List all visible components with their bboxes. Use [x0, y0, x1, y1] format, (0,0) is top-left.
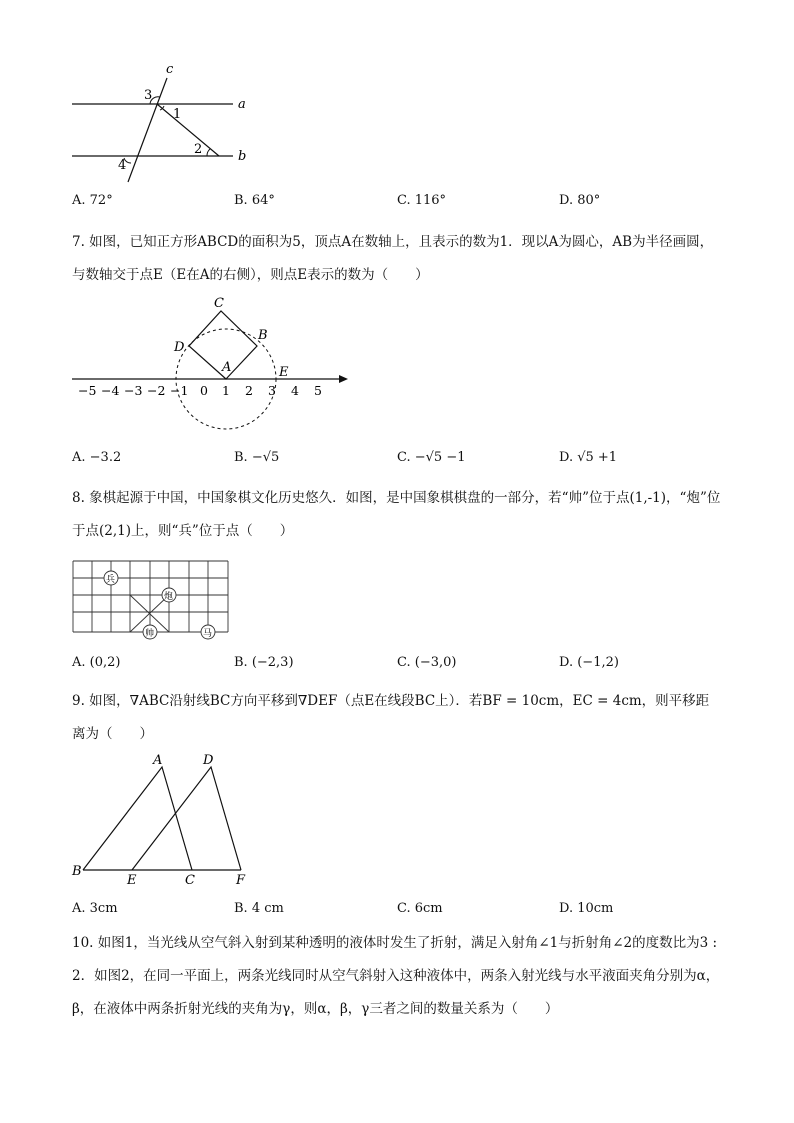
q7-stem: 7. 如图，已知正方形ABCD的面积为5，顶点A在数轴上，且表示的数为1．现以A为圆心，AB为半径画圆，与数轴交于点E（E在A的右侧），则点E表示的数为（ ） — [72, 234, 714, 283]
label-angle-2: 2 — [194, 142, 203, 157]
q7-option-c[interactable]: C. −√5 −1 — [397, 450, 466, 465]
tick-3: 3 — [268, 383, 276, 398]
svg-text:帅: 帅 — [145, 629, 155, 639]
label-angle-1: 1 — [173, 107, 182, 122]
point-label-d: D — [174, 340, 185, 355]
point-label-e: E — [279, 365, 289, 380]
tick-neg4: −4 — [101, 383, 120, 398]
label-angle-4: 4 — [118, 158, 127, 173]
svg-text:炮: 炮 — [164, 592, 174, 602]
q9-option-c[interactable]: C. 6cm — [397, 901, 443, 916]
tick-0: 0 — [200, 383, 208, 398]
tick-neg5: −5 — [78, 383, 97, 398]
label-c: C — [185, 873, 195, 888]
q8-option-c[interactable]: C. (−3,0) — [397, 655, 457, 670]
q7-option-a[interactable]: A. −3.2 — [72, 450, 122, 465]
label-a: A — [153, 753, 163, 768]
triangle-abc — [83, 767, 192, 870]
tick-1: 1 — [222, 383, 230, 398]
q6-option-a[interactable]: A. 72° — [72, 193, 113, 208]
q9-option-b[interactable]: B. 4 cm — [234, 901, 284, 916]
q8-option-a[interactable]: A. (0,2) — [72, 655, 121, 670]
q7-option-b[interactable]: B. −√5 — [234, 450, 280, 465]
point-label-b: B — [258, 328, 268, 343]
tick-5: 5 — [314, 383, 322, 398]
tick-4: 4 — [291, 383, 299, 398]
point-label-a: A — [222, 360, 232, 375]
label-b: b — [238, 149, 247, 164]
label-d: D — [203, 753, 214, 768]
q9-option-d[interactable]: D. 10cm — [559, 901, 614, 916]
q8-option-d[interactable]: D. (−1,2) — [559, 655, 619, 670]
q7-option-d[interactable]: D. √5 +1 — [559, 450, 618, 465]
q8-option-b[interactable]: B. (−2,3) — [234, 655, 294, 670]
svg-text:兵: 兵 — [106, 575, 116, 585]
tick-neg2: −2 — [147, 383, 166, 398]
q9-option-a[interactable]: A. 3cm — [72, 901, 118, 916]
label-e: E — [127, 873, 137, 888]
tick-neg1: −1 — [170, 383, 189, 398]
q6-option-d[interactable]: D. 80° — [559, 193, 601, 208]
label-b: B — [72, 864, 82, 879]
triangle-def — [132, 767, 241, 870]
label-angle-3: 3 — [144, 88, 153, 103]
tick-neg3: −3 — [124, 383, 143, 398]
tick-2: 2 — [245, 383, 253, 398]
q10-stem: 10. 如图1，当光线从空气斜入射到某种透明的液体时发生了折射，满足入射角∠1与折射角∠2的度数比为3 : 2．如图2，在同一平面上，两条光线同时从空气斜射入这种液体中，两条入射光线与水平液面夹角分别为α，β，在液体中两条折射光线的夹角为γ，则α，β，γ三者之间的数量关系为（ ） — [72, 935, 720, 1017]
q8-stem: 8. 象棋起源于中国，中国象棋文化历史悠久．如图，是中国象棋棋盘的一部分，若“帅”位于点(1,-1)，“炮”位于点(2,1)上，则“兵”位于点（ ） — [72, 490, 721, 539]
svg-text:马: 马 — [203, 629, 213, 639]
label-a: a — [238, 97, 246, 112]
label-c: c — [166, 62, 174, 77]
q9-stem: 9. 如图，∇ABC沿射线BC方向平移到∇DEF（点E在线段BC上）．若BF = 10cm，EC = 4cm，则平移距离为（ ） — [72, 693, 710, 742]
label-f: F — [236, 873, 246, 888]
q6-option-c[interactable]: C. 116° — [397, 193, 447, 208]
q6-option-b[interactable]: B. 64° — [234, 193, 275, 208]
point-label-c: C — [214, 296, 224, 311]
